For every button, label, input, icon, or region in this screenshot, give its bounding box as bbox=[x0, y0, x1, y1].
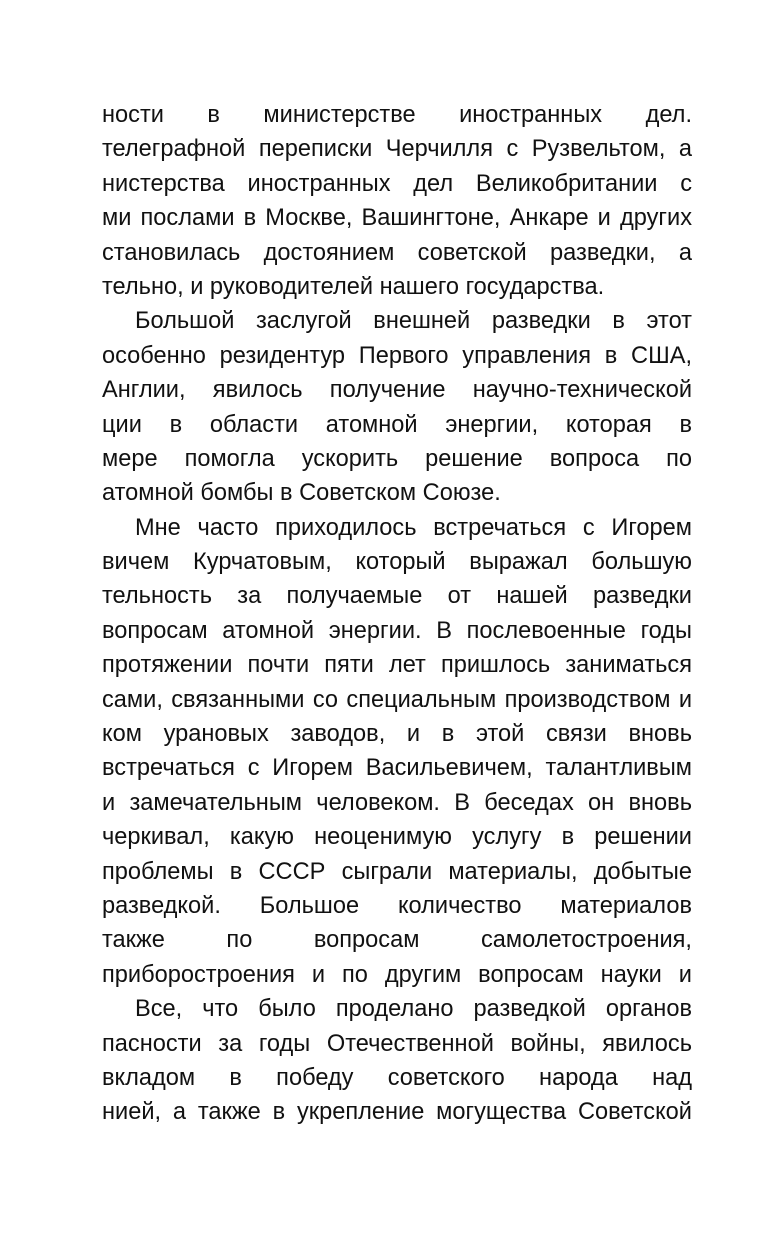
text-line: и замечательным человеком. В беседах он вновь bbox=[102, 789, 692, 816]
text-line: нией, а также в укрепление могущества Советской bbox=[102, 1099, 692, 1126]
text-line: черкивал, какую неоценимую услугу в решении bbox=[102, 824, 692, 851]
paragraph-2 bbox=[102, 304, 692, 510]
text-line: проблемы в СССР сыграли материалы, добытые bbox=[102, 858, 692, 885]
text-line: ми послами в Москве, Вашингтоне, Анкаре и других bbox=[102, 205, 692, 232]
text-line: Все, что было проделано разведкой органов bbox=[135, 996, 692, 1023]
text-line: становилась достоянием советской разведки, а bbox=[102, 239, 692, 266]
text-line: протяжении почти пяти лет пришлось заниматься bbox=[102, 652, 692, 679]
text-line: приборостроения и по другим вопросам науки и bbox=[102, 961, 692, 988]
text-line: тельность за получаемые от нашей разведки bbox=[102, 583, 692, 610]
paragraph-4 bbox=[102, 992, 692, 1130]
text-line: нистерства иностранных дел Великобритании с bbox=[102, 170, 692, 197]
text-line: вичем Курчатовым, который выражал большую bbox=[102, 549, 692, 576]
text-line: вопросам атомной энергии. В послевоенные годы bbox=[102, 617, 692, 644]
text-line: сами, связанными со специальным производством и bbox=[102, 686, 692, 713]
text-line: тельно, и руководителей нашего государства. bbox=[102, 273, 605, 300]
text-line: ком урановых заводов, и в этой связи вновь bbox=[102, 721, 692, 748]
text-line: мере помогла ускорить решение вопроса по bbox=[102, 445, 692, 472]
text-line: пасности за годы Отечественной войны, явилось bbox=[102, 1030, 692, 1057]
text-line: ции в области атомной энергии, которая в bbox=[102, 411, 692, 438]
text-line: особенно резидентур Первого управления в США, bbox=[102, 342, 692, 369]
text-line: разведкой. Большое количество материалов bbox=[102, 892, 692, 919]
paragraph-3 bbox=[102, 511, 692, 992]
text-line: Большой заслугой внешней разведки в этот bbox=[135, 308, 692, 335]
paragraph-1 bbox=[102, 98, 692, 304]
text-line: также по вопросам самолетостроения, bbox=[102, 927, 692, 954]
text-line: ности в министерстве иностранных дел. bbox=[102, 102, 692, 128]
body-text bbox=[102, 98, 692, 1130]
text-line: атомной бомбы в Советском Союзе. bbox=[102, 480, 501, 507]
text-line: телеграфной переписки Черчилля с Рузвельтом, а bbox=[102, 136, 692, 163]
text-line: Англии, явилось получение научно-технической bbox=[102, 377, 692, 404]
text-line: вкладом в победу советского народа над bbox=[102, 1064, 692, 1091]
text-line: Мне часто приходилось встречаться с Игорем bbox=[135, 514, 692, 541]
text-line: встречаться с Игорем Васильевичем, талантливым bbox=[102, 755, 692, 782]
